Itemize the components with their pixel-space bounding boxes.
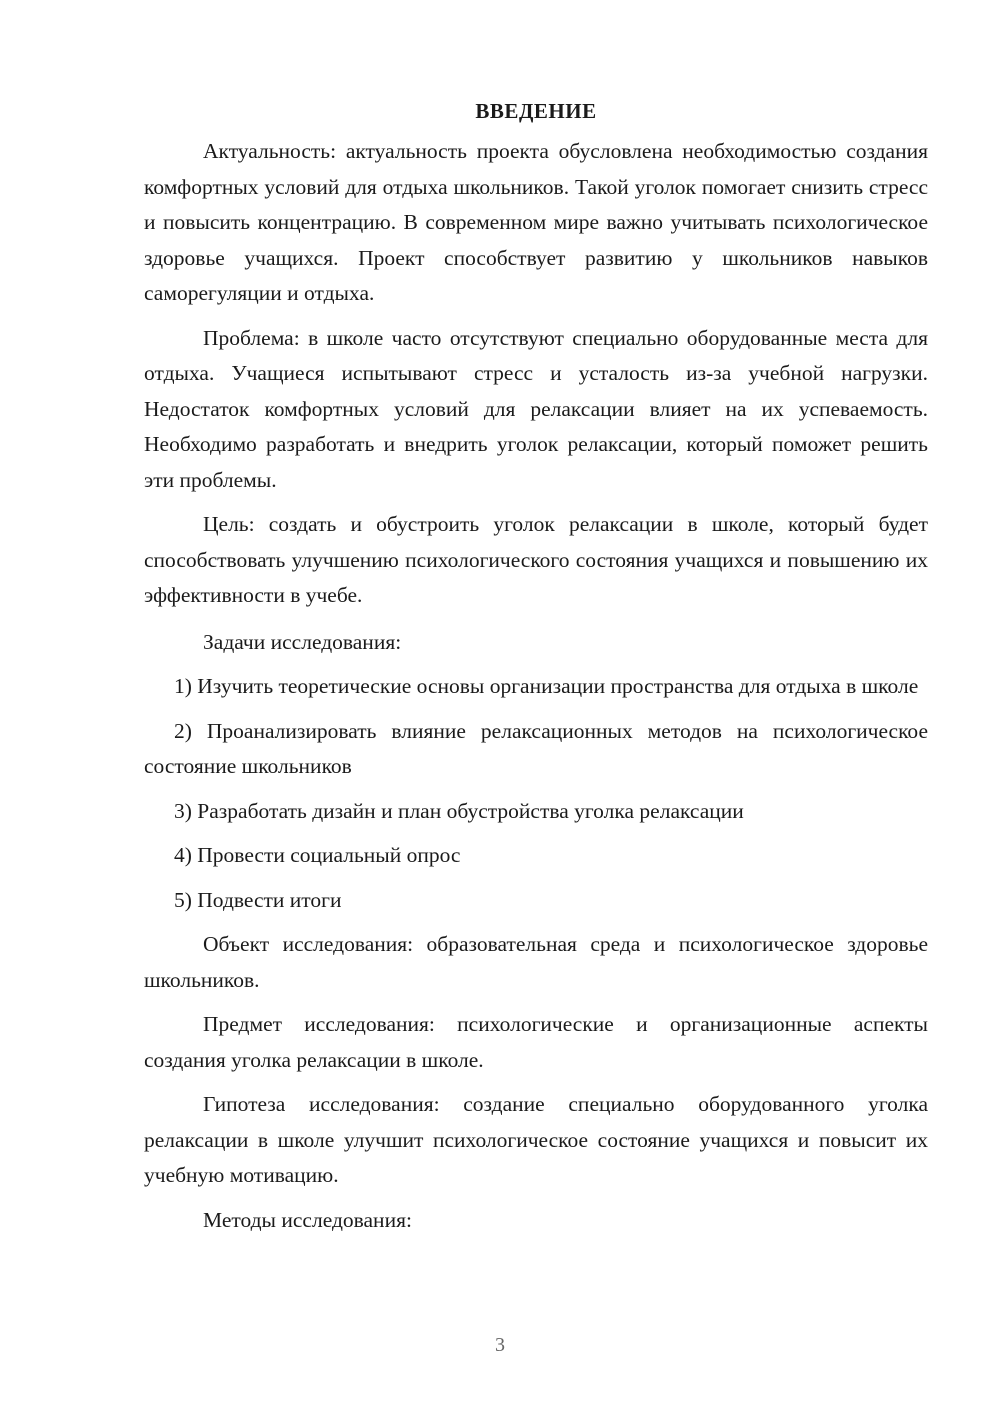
- task-item-1: 1) Изучить теоретические основы организации пространства для отдыха в школе: [174, 674, 919, 698]
- task-item-4: 4) Провести социальный опрос: [174, 843, 461, 867]
- object-paragraph: Объект исследования: образовательная среда и психологическое здоровье школьников.: [144, 932, 928, 992]
- document-page: [144, 88, 928, 1238]
- task-item-3: 3) Разработать дизайн и план обустройства уголка релаксации: [174, 798, 744, 823]
- section-title: ВВЕДЕНИЕ: [475, 99, 597, 123]
- methods-heading: Методы исследования:: [203, 1207, 412, 1232]
- page-number: 3: [495, 1334, 505, 1356]
- problem-paragraph: Проблема: в школе часто отсутствуют специально оборудованные места для отдыха. Учащиеся испытывают стресс и усталость из-за учебной нагрузки. Недостаток комфортных условий для релаксации влияет на их успеваемость. Необходимо разработать и внедрить уголок релаксации, который поможет решить эти проблемы.: [144, 325, 928, 492]
- task-item-5: 5) Подвести итоги: [174, 887, 342, 912]
- goal-paragraph: Цель: создать и обустроить уголок релаксации в школе, который будет способствовать улучшению психологического состояния учащихся и повышению их эффективности в учебе.: [144, 512, 928, 607]
- subject-paragraph: Предмет исследования: психологические и организационные аспекты создания уголка релаксации в школе.: [144, 1012, 928, 1072]
- relevance-paragraph: Актуальность: актуальность проекта обусловлена необходимостью создания комфортных условий для отдыха школьников. Такой уголок помогает снизить стресс и повысить концентрацию. В современном мире важно учитывать психологическое здоровье учащихся. Проект способствует развитию у школьников навыков саморегуляции и отдыха.: [144, 139, 928, 305]
- task-item-2: 2) Проанализировать влияние релаксационных методов на психологическое состояние школьников: [144, 718, 928, 778]
- tasks-heading: Задачи исследования:: [203, 629, 402, 654]
- hypothesis-paragraph: Гипотеза исследования: создание специально оборудованного уголка релаксации в школе улучшит психологическое состояние учащихся и повысит их учебную мотивацию.: [144, 1092, 928, 1187]
